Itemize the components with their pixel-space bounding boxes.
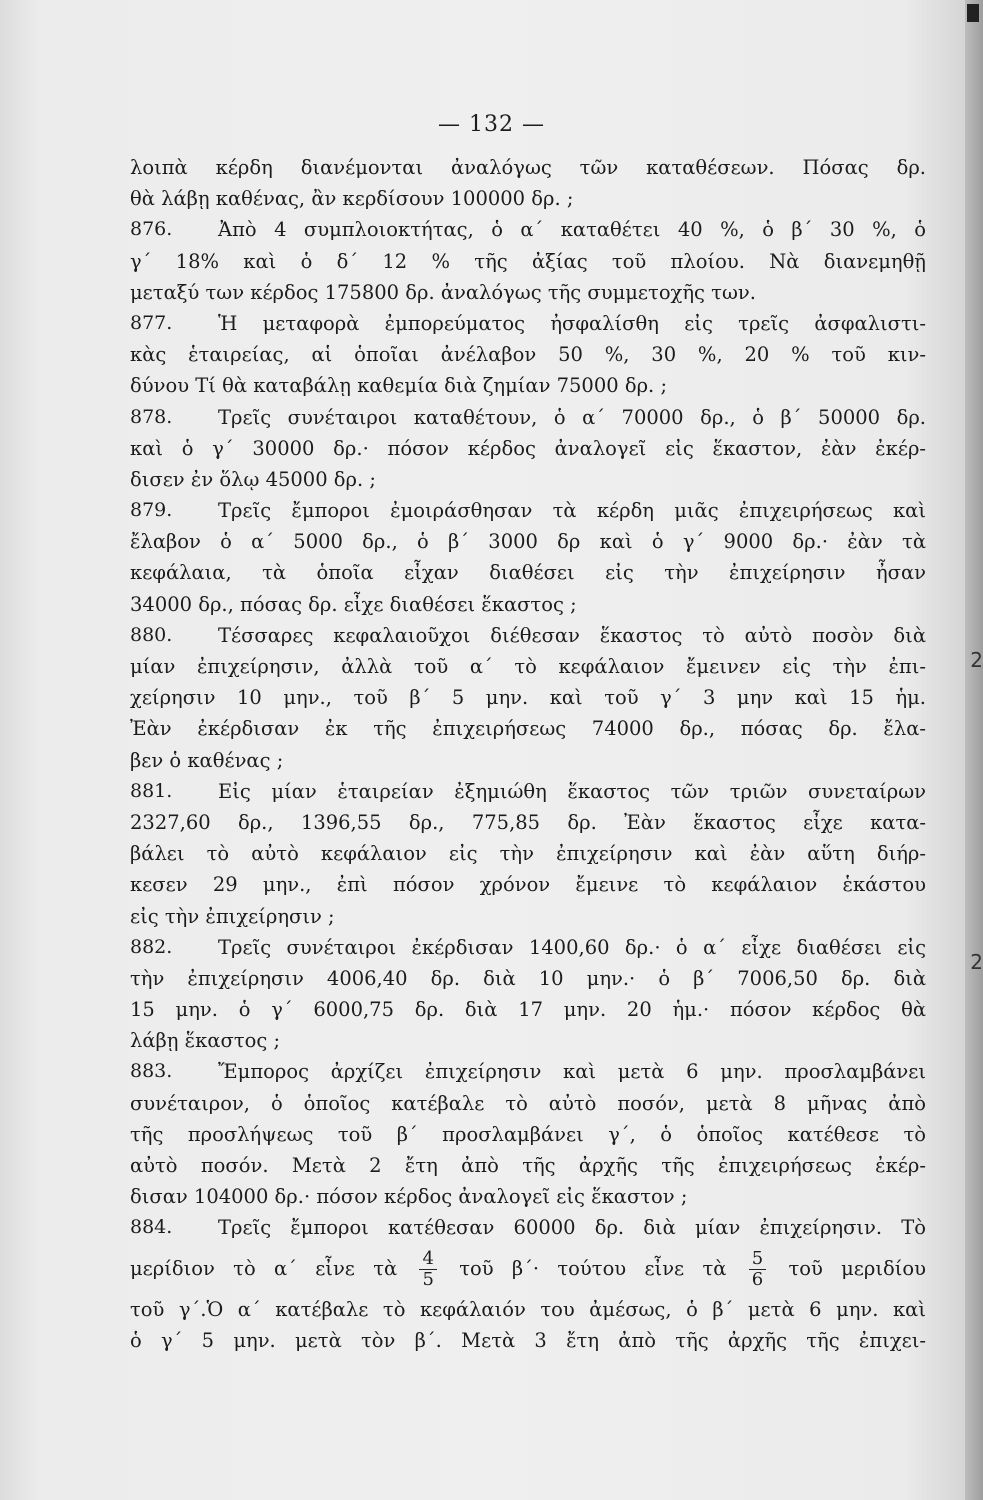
line-text: δύνου Τί θὰ καταβάλῃ καθεμία διὰ ζημίαν 75000 δρ. ; [130,374,668,398]
problem [130,932,926,1057]
line-text: 15 μην. ὁ γ´ 6000,75 δρ. διὰ 17 μην. 20 ἡμ.· πόσον κέρδος θὰ [130,998,926,1022]
text-line [130,370,926,401]
problem-884 [130,1212,926,1356]
text-line [130,963,926,994]
text-line [130,433,926,464]
line-text: καὶ ὁ γ´ 30000 δρ.· πόσον κέρδος ἀναλογεῖ εἰς ἕκαστον, ἐὰν ἐκέρ- [130,436,926,460]
problem-number: 883. [130,1060,173,1083]
page-edge [965,0,983,1500]
line-text: Τρεῖς ἔμποροι κατέθεσαν 60000 δρ. διὰ μίαν ἐπιχείρησιν. Τὸ [218,1216,926,1240]
text-line [130,557,926,588]
page-text [130,152,926,1356]
line-text: λοιπὰ κέρδη διανέμονται ἀναλόγως τῶν καταθέσεων. Πόσας δρ. [130,156,926,179]
line-text: λάβῃ ἕκαστος ; [130,1029,281,1053]
text-line [130,713,926,744]
problem-number: 876. [130,218,173,241]
problem-number: 881. [130,779,173,802]
text-line [130,745,926,776]
text-line [130,1325,926,1356]
text-line [130,807,926,838]
line-text: αὐτὸ ποσόν. Μετὰ 2 ἔτη ἀπὸ τῆς ἀρχῆς τῆς ἐπιχειρήσεως ἐκέρ- [130,1154,926,1177]
line-text: Ἡ μεταφορὰ ἐμπορεύματος ἠσφαλίσθη εἰς τρεῖς ἀσφαλιστι- [218,311,926,335]
problem [130,152,926,214]
text-line [130,183,926,214]
text-line [130,402,926,433]
text-line [130,1181,926,1212]
corner-mark [967,4,979,22]
line-text: μερίδιον τὸ α´ εἶνε τὰ [130,1256,398,1280]
line-text: 34000 δρ., πόσας δρ. εἶχε διαθέσει ἕκαστος ; [130,592,577,616]
margin-mark: 2 [970,648,983,672]
problem [130,1056,926,1212]
problem-number: 882. [130,935,173,958]
line-text: Τέσσαρες κεφαλαιοῦχοι διέθεσαν ἕκαστος τὸ αὐτὸ ποσὸν διὰ [218,623,926,647]
problem-number: 884. [130,1216,173,1239]
line-text: ὁ γ´ 5 μην. μετὰ τὸν β´. Μετὰ 3 ἔτη ἀπὸ τῆς ἀρχῆς τῆς ἐπιχει- [130,1328,926,1352]
line-text: δισεν ἐν ὅλῳ 45000 δρ. ; [130,467,376,491]
line-text: τῆς προσλήψεως τοῦ β´ προσλαμβάνει γ´, ὁ ὁποῖος κατέθεσε τὸ [130,1122,926,1146]
fraction-numerator: 5 [749,1249,766,1270]
text-line [130,776,926,807]
line-text: κεσεν 29 μην., ἐπὶ πόσον χρόνον ἔμεινε τὸ κεφάλαιον ἑκάστου [130,873,926,897]
line-text: Τρεῖς συνέταιροι καταθέτουν, ὁ α´ 70000 δρ., ὁ β´ 50000 δρ. [218,405,926,429]
text-line [130,994,926,1025]
fraction [419,1249,436,1290]
text-line [130,901,926,932]
text-line [130,838,926,869]
text-line [130,620,926,651]
text-line [130,1212,926,1243]
line-text: χείρησιν 10 μην., τοῦ β´ 5 μην. καὶ τοῦ γ´ 3 μην καὶ 15 ἡμ. [130,686,926,710]
text-line [130,1088,926,1119]
text-line [130,932,926,963]
text-line [130,495,926,526]
problem-number: 880. [130,623,173,646]
text-line [130,308,926,339]
line-text: τοῦ β´· τούτου εἶνε τὰ [459,1256,727,1280]
problem [130,308,926,402]
line-text: δισαν 104000 δρ.· πόσον κέρδος ἀναλογεῖ εἰς ἕκαστον ; [130,1185,688,1209]
problem-number: 878. [130,405,173,428]
text-line [130,246,926,277]
problem [130,495,926,620]
line-text: Ἀπὸ 4 συμπλοιοκτήτας, ὁ α´ καταθέτει 40 %, ὁ β´ 30 %, ὁ [218,218,926,242]
text-line [130,1025,926,1056]
line-text: 2327,60 δρ., 1396,55 δρ., 775,85 δρ. Ἐὰν ἕκαστος εἶχε κατα- [130,810,926,834]
text-line [130,339,926,370]
text-line [130,526,926,557]
line-text: συνέταιρον, ὁ ὁποῖος κατέβαλε τὸ αὐτὸ ποσόν, μετὰ 8 μῆνας ἀπὸ [130,1091,926,1115]
problem [130,776,926,932]
problem-list [130,152,926,1212]
line-text: Τρεῖς συνέταιροι ἐκέρδισαν 1400,60 δρ.· ὁ α´ εἶχε διαθέσει εἰς [218,935,926,959]
line-text: τὴν ἐπιχείρησιν 4006,40 δρ. διὰ 10 μην.· ὁ β´ 7006,50 δρ. διὰ [130,966,926,990]
text-line [130,464,926,495]
line-text: Εἰς μίαν ἑταιρείαν ἐξημιώθη ἕκαστος τῶν τριῶν συνεταίρων [218,779,926,803]
text-line [130,1119,926,1150]
problem-number: 879. [130,499,173,522]
line-text: Τρεῖς ἔμποροι ἐμοιράσθησαν τὰ κέρδη μιᾶς ἐπιχειρήσεως καὶ [218,499,926,523]
text-line [130,277,926,308]
text-line [130,152,926,183]
text-line [130,589,926,620]
problem [130,620,926,776]
problem [130,214,926,308]
line-text: βάλει τὸ αὐτὸ κεφάλαιον εἰς τὴν ἐπιχείρησιν καὶ ἐὰν αὕτη διήρ- [130,842,926,866]
line-text: τοῦ μεριδίου [788,1256,926,1280]
text-line [130,1294,926,1325]
line-text: θὰ λάβῃ καθένας, ἂν κερδίσουν 100000 δρ. ; [130,187,574,211]
text-line [130,869,926,900]
problem [130,402,926,496]
text-line [130,1150,926,1181]
line-text: ἔλαβον ὁ α´ 5000 δρ., ὁ β´ 3000 δρ καὶ ὁ γ´ 9000 δρ.· ἐὰν τὰ [130,530,926,554]
text-line [130,214,926,245]
margin-mark: 2 [970,950,983,974]
line-text: κεφάλαια, τὰ ὁποῖα εἶχαν διαθέσει εἰς τὴν ἐπιχείρησιν ἦσαν [130,561,926,585]
fraction-numerator: 4 [419,1249,436,1270]
line-text: τοῦ γ´.Ὁ α´ κατέβαλε τὸ κεφάλαιόν του ἀμέσως, ὁ β´ μετὰ 6 μην. καὶ [130,1297,926,1321]
line-text: κὰς ἑταιρείας, αἱ ὁποῖαι ἀνέλαβον 50 %, 30 %, 20 % τοῦ κιν- [130,343,926,367]
problem-number: 877. [130,311,173,334]
line-text: Ἐὰν ἐκέρδισαν ἐκ τῆς ἐπιχειρήσεως 74000 δρ., πόσας δρ. ἔλα- [130,717,926,741]
text-line [130,1056,926,1087]
fraction [749,1249,766,1290]
line-text: μεταξύ των κέρδος 175800 δρ. ἀναλόγως τῆς συμμετοχῆς των. [130,280,756,304]
fraction-denominator: 5 [422,1268,434,1290]
line-text: μίαν ἐπιχείρησιν, ἀλλὰ τοῦ α´ τὸ κεφάλαιον ἔμεινεν εἰς τὴν ἐπι- [130,655,926,678]
text-line [130,682,926,713]
text-line-fraction [130,1244,926,1294]
line-text: εἰς τὴν ἐπιχείρησιν ; [130,904,335,928]
line-text: γ´ 18% καὶ ὁ δ´ 12 % τῆς ἀξίας τοῦ πλοίου. Νὰ διανεμηθῇ [130,249,926,273]
fraction-denominator: 6 [751,1268,764,1290]
line-text: Ἔμπορος ἀρχίζει ἐπιχείρησιν καὶ μετὰ 6 μην. προσλαμβάνει [218,1060,926,1084]
text-line [130,651,926,682]
line-text: βεν ὁ καθένας ; [130,748,284,772]
page-number: — 132 — [438,112,545,137]
